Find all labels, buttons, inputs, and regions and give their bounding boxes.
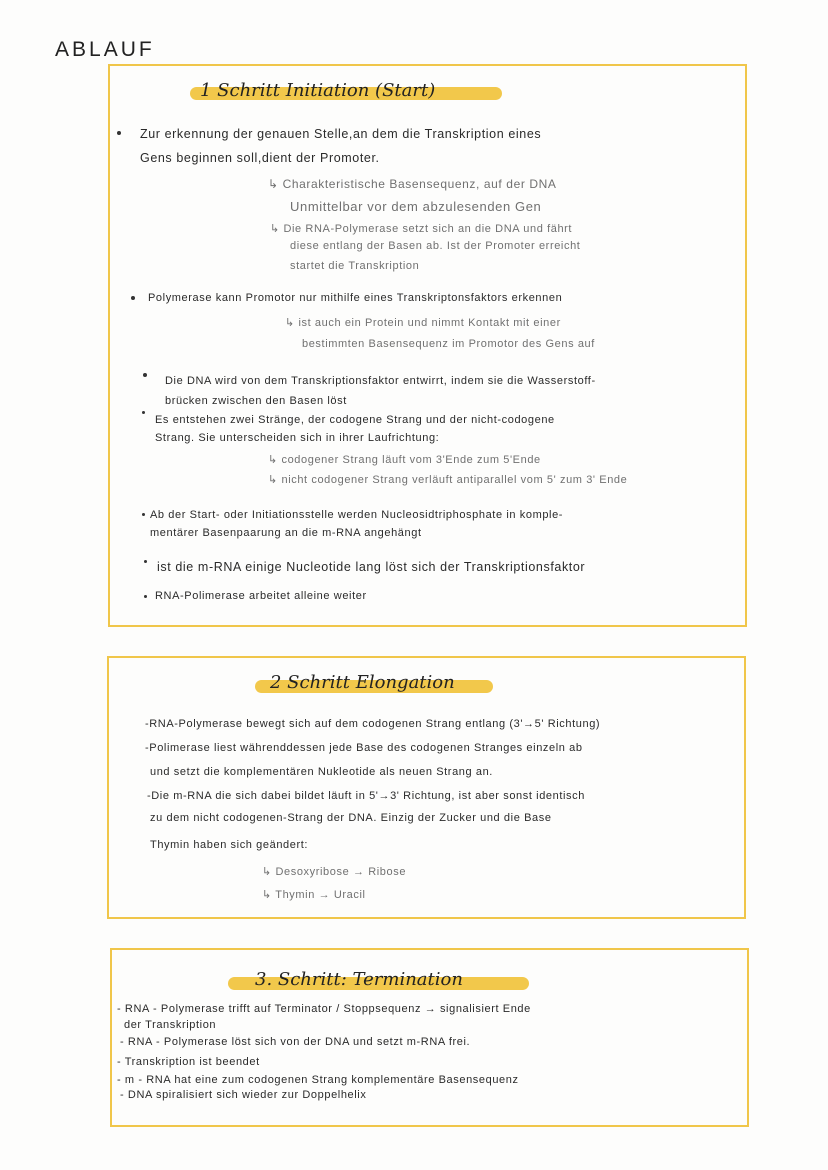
text-line: - Transkription ist beendet [117,1056,260,1068]
bullet [131,296,135,300]
text-line: und setzt die komplementären Nukleotide als neuen Strang an. [150,766,493,778]
text-line: diese entlang der Basen ab. Ist der Promoter erreicht [290,240,581,252]
text-line: - RNA - Polymerase löst sich von der DNA und setzt m-RNA frei. [120,1036,471,1048]
text-line: ↳ Charakteristische Basensequenz, auf der DNA [268,177,557,191]
text-line: startet die Transkription [290,260,420,272]
text-line: - RNA - Polymerase trifft auf Terminator / Stoppsequenz → signalisiert Ende [117,1003,531,1015]
text-line: Polymerase kann Promotor nur mithilfe eines Transkriptonsfaktors erkennen [148,292,563,304]
text-line: Unmittelbar vor dem abzulesenden Gen [290,199,542,214]
bullet [144,560,147,563]
bullet [117,131,121,135]
text-line: ist die m-RNA einige Nucleotide lang löst sich der Transkriptionsfaktor [157,560,586,574]
text-line: ↳ Die RNA-Polymerase setzt sich an die DNA und fährt [270,223,573,235]
text-line: Strang. Sie unterscheiden sich in ihrer Laufrichtung: [155,432,440,444]
text-line: ↳ codogener Strang läuft vom 3'Ende zum 5'Ende [268,454,541,466]
text-line: der Transkription [124,1019,217,1031]
text-line: - DNA spiralisiert sich wieder zur Doppelhelix [120,1089,367,1101]
text-line: mentärer Basenpaarung an die m-RNA angehängt [150,527,422,539]
text-line: brücken zwischen den Basen löst [165,395,347,407]
text-line: -RNA-Polymerase bewegt sich auf dem codogenen Strang entlang (3'→5' Richtung) [145,718,601,730]
section-elongation [107,656,746,919]
page-title: ABLAUF [55,38,155,61]
text-line: Die DNA wird von dem Transkriptionsfaktor entwirrt, indem sie die Wasserstoff- [165,375,596,387]
bullet [142,411,145,414]
text-line: zu dem nicht codogenen-Strang der DNA. Einzig der Zucker und die Base [150,812,552,824]
section-heading-elongation: 2 Schritt Elongation [270,672,455,693]
bullet [142,513,145,516]
text-line: RNA-Polimerase arbeitet alleine weiter [155,590,367,602]
text-line: ↳ Thymin → Uracil [262,889,366,901]
text-line: Ab der Start- oder Initiationsstelle werden Nucleosidtriphosphate in komple- [150,509,564,521]
bullet [143,373,147,377]
text-line: - m - RNA hat eine zum codogenen Strang komplementäre Basensequenz [117,1074,519,1086]
text-line: ↳ Desoxyribose → Ribose [262,866,407,878]
text-line: ↳ nicht codogener Strang verläuft antiparallel vom 5' zum 3' Ende [268,474,628,486]
text-line: Gens beginnen soll,dient der Promoter. [140,151,380,165]
text-line: bestimmten Basensequenz im Promotor des Gens auf [302,338,595,350]
section-heading-termination: 3. Schritt: Termination [255,969,463,990]
text-line: -Die m-RNA die sich dabei bildet läuft in 5'→3' Richtung, ist aber sonst identisch [147,790,585,802]
section-heading-initiation: 1 Schritt Initiation (Start) [200,80,436,101]
bullet [144,595,147,598]
text-line: ↳ ist auch ein Protein und nimmt Kontakt mit einer [285,317,561,329]
text-line: Zur erkennung der genauen Stelle,an dem die Transkription eines [140,127,542,141]
text-line: Thymin haben sich geändert: [150,839,309,851]
text-line: -Polimerase liest währenddessen jede Base des codogenen Stranges einzeln ab [145,742,583,754]
text-line: Es entstehen zwei Stränge, der codogene Strang und der nicht-codogene [155,414,555,426]
